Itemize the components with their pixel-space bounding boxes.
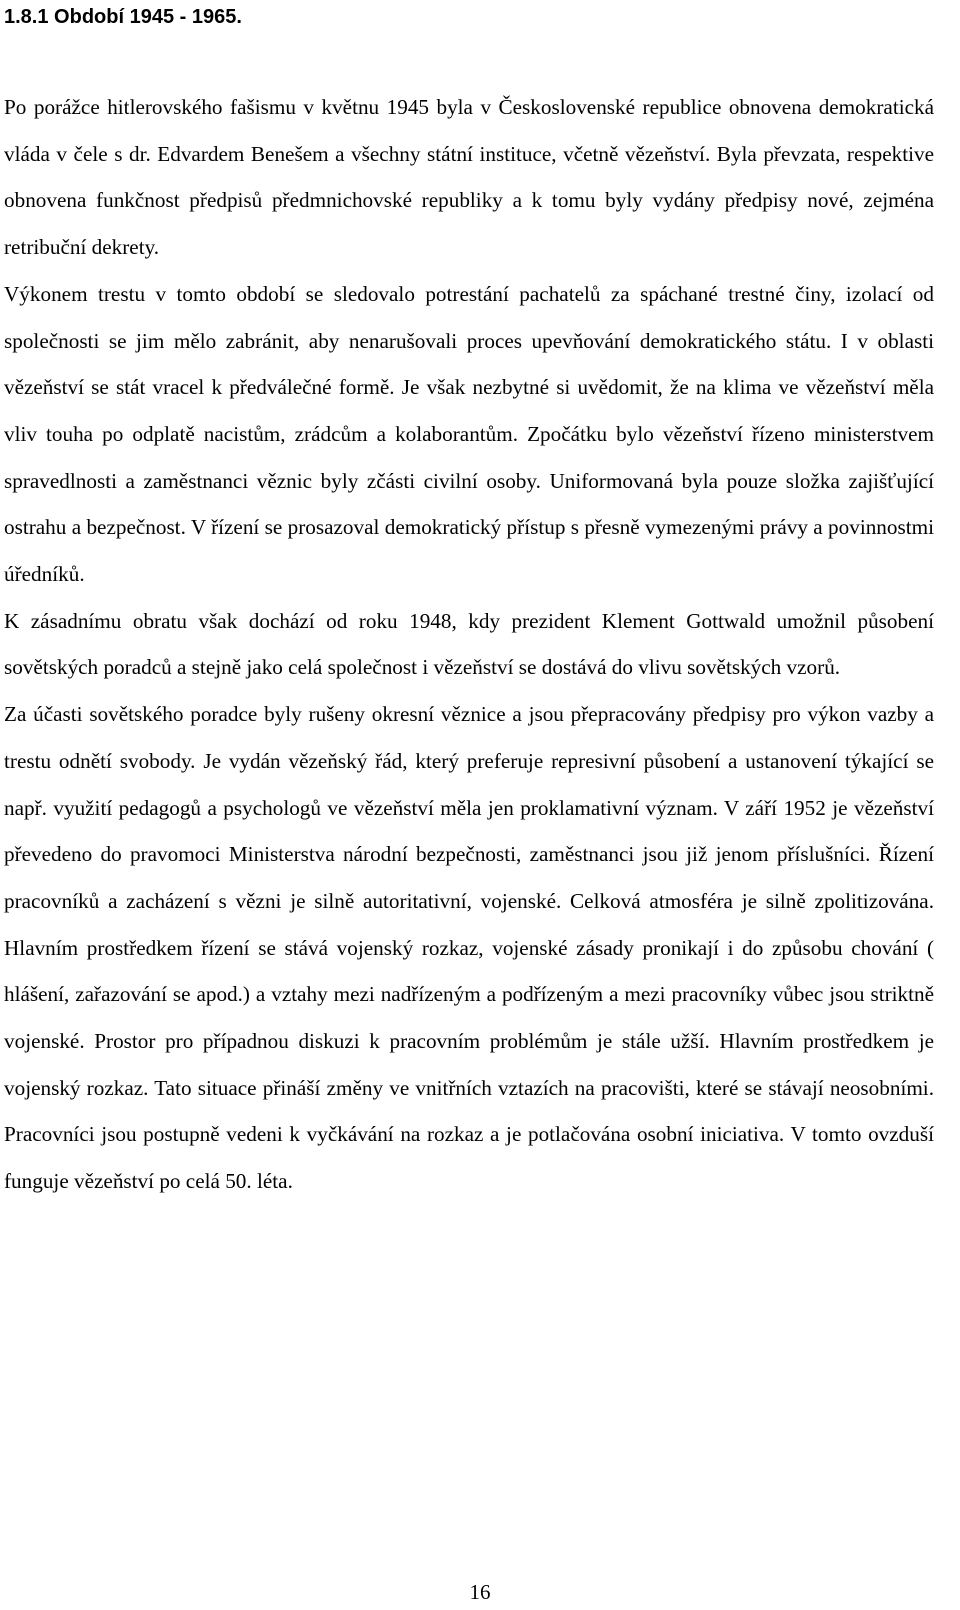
page-number: 16 <box>469 1580 491 1604</box>
paragraph-3: K zásadnímu obratu však dochází od roku 1948, kdy prezident Klement Gottwald umožnil působení sovětských poradců a stejně jako celá společnost i vězeňství se dostává do vlivu sovětských vzorů. <box>4 608 934 680</box>
section-heading: 1.8.1 Období 1945 - 1965. <box>4 6 242 28</box>
paragraph-2: Výkonem trestu v tomto období se sledovalo potrestání pachatelů za spáchané trestné činy, izolací od společnosti se jim mělo zabránit, aby nenarušovali proces upevňování demokratického státu. I v oblasti vězeňství se stát vracel k předválečné formě. Je však nezbytné si uvědomit, že na klima ve vězeňství měla vliv touha po odplatě nacistům, zrádcům a kolaborantům. Zpočátku bylo vězeňství řízeno ministerstvem spravedlnosti a zaměstnanci věznic byly zčásti civilní osoby. Uniformovaná byla pouze složka zajišťující ostrahu a bezpečnost. V řízení se prosazoval demokratický přístup s přesně vymezenými právy a povinnostmi úředníků. <box>4 281 934 587</box>
paragraph-1: Po porážce hitlerovského fašismu v květnu 1945 byla v Československé republice obnovena demokratická vláda v čele s dr. Edvardem Benešem a všechny státní instituce, včetně vězeňství. Byla převzata, respektive obnovena funkčnost předpisů předmnichovské republiky a k tomu byly vydány předpisy nové, zejména retribuční dekrety. <box>4 95 934 260</box>
paragraph-4: Za účasti sovětského poradce byly rušeny okresní věznice a jsou přepracovány předpisy pro výkon vazby a trestu odnětí svobody. Je vydán vězeňský řád, který preferuje represivní působení a ustanovení týkající se např. využití pedagogů a psychologů ve vězeňství měla jen proklamativní význam. V září 1952 je vězeňství převedeno do pravomoci Ministerstva národní bezpečnosti, zaměstnanci jsou již jenom příslušníci. Řízení pracovníků a zacházení s vězni je silně autoritativní, vojenské. Celková atmosféra je silně zpolitizována. Hlavním prostředkem řízení se stává vojenský rozkaz, vojenské zásady pronikají i do způsobu chování ( hlášení, zařazování se apod.) a vztahy mezi nadřízeným a podřízeným a mezi pracovníky vůbec jsou striktně vojenské. Prostor pro případnou diskuzi k pracovním problémům je stále užší. Hlavním prostředkem je vojenský rozkaz. Tato situace přináší změny ve vnitřních vztazích na pracovišti, které se stávají neosobními. Pracovníci jsou postupně vedeni k vyčkávání na rozkaz a je potlačována osobní iniciativa. V tomto ovzduší funguje vězeňství po celá 50. léta. <box>4 702 934 1194</box>
